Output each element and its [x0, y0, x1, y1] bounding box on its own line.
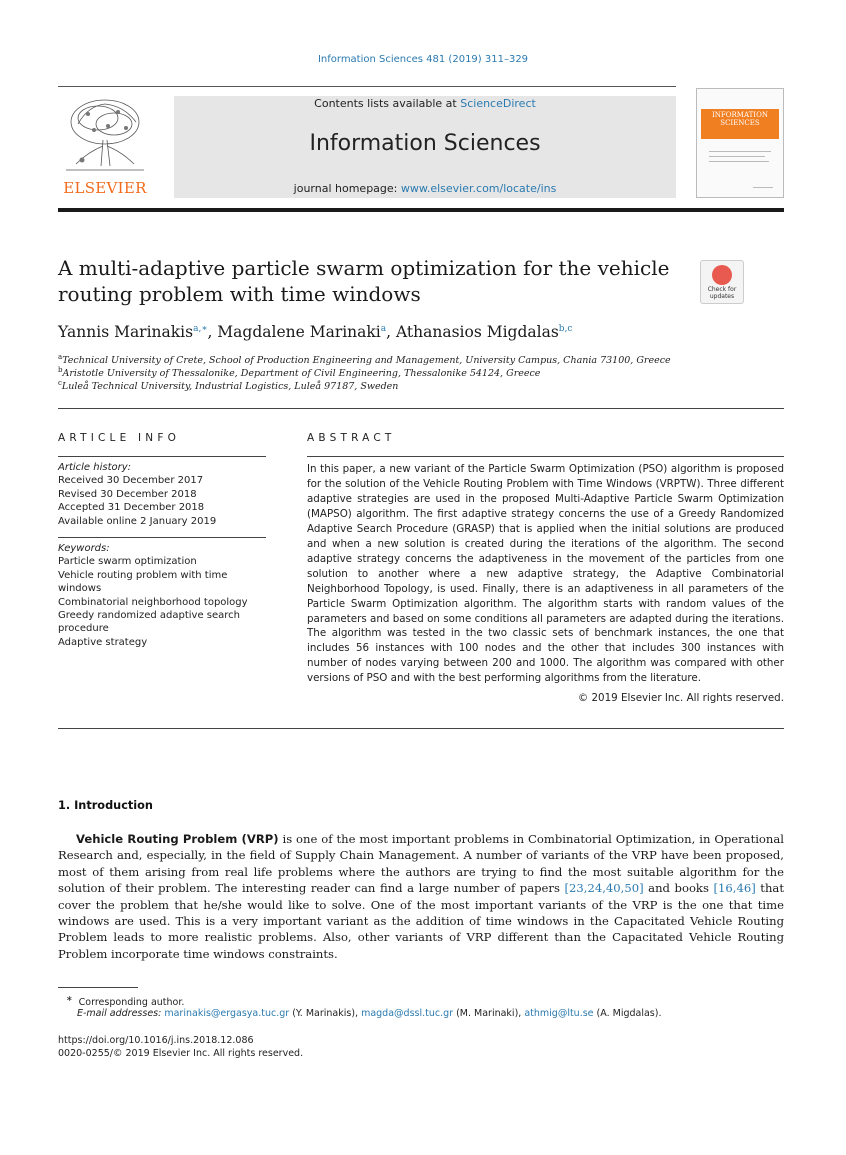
affiliation: [58, 353, 671, 366]
affiliation-mark: b: [58, 366, 63, 374]
author-list: [58, 323, 572, 341]
author-separator: ,: [386, 323, 396, 341]
article-info-rule: [58, 456, 266, 457]
journal-citation[interactable]: Information Sciences 481 (2019) 311–329: [317, 54, 529, 65]
keywords-list: [58, 542, 268, 649]
affiliation-text: Aristotle University of Thessalonike, Department of Civil Engineering, Thessalonike 54124, Greece: [62, 368, 541, 380]
email-owner: (Y. Marinakis),: [289, 1008, 362, 1019]
affiliation: [58, 366, 540, 379]
intro-lead-term: Vehicle Routing Problem (VRP): [76, 832, 279, 846]
email-owner: (A. Migdalas).: [593, 1008, 662, 1019]
abstract-copyright: © 2019 Elsevier Inc. All rights reserved.: [577, 692, 784, 704]
keyword: Greedy randomized adaptive search: [58, 610, 240, 622]
header-rule: [58, 86, 676, 87]
email-owner: (M. Marinaki),: [453, 1008, 525, 1019]
article-info-heading: ARTICLE INFO: [58, 432, 181, 444]
affiliation-text: Luleå Technical University, Industrial Logistics, Luleå 97187, Sweden: [61, 381, 399, 393]
email-footnote: [77, 1008, 661, 1019]
reference-link[interactable]: [16,46]: [713, 881, 756, 896]
keyword: Combinatorial neighborhood topology: [58, 596, 248, 608]
affiliation-mark: c: [58, 379, 62, 387]
crossmark-label: Check for updates: [707, 286, 737, 300]
homepage-prefix: journal homepage:: [293, 182, 401, 195]
cover-line: [709, 156, 765, 157]
footnote-rule: [58, 987, 138, 988]
homepage-line: [174, 182, 676, 195]
author-affiliation-mark[interactable]: a,∗: [193, 323, 208, 334]
author-affiliation-mark[interactable]: b,c: [558, 323, 573, 334]
doi-link[interactable]: https://doi.org/10.1016/j.ins.2018.12.086: [58, 1035, 254, 1046]
history-item: Revised 30 December 2018: [58, 488, 197, 500]
crossmark-badge[interactable]: [700, 260, 744, 304]
intro-text: and books: [643, 881, 714, 896]
header-thick-rule: [58, 208, 784, 212]
contents-prefix: Contents lists available at: [314, 97, 461, 110]
keyword: Adaptive strategy: [58, 636, 148, 648]
author-name[interactable]: Yannis Marinakis: [58, 323, 194, 341]
introduction-paragraph: [58, 831, 784, 962]
cover-line: [709, 151, 771, 152]
journal-name: Information Sciences: [309, 131, 541, 156]
footnote-text: Corresponding author.: [78, 997, 185, 1009]
cover-line: [753, 187, 773, 188]
issn-line: 0020-0255/© 2019 Elsevier Inc. All rights reserved.: [58, 1048, 304, 1059]
section-divider: [58, 728, 784, 729]
cover-title: INFORMATION SCIENCES: [712, 111, 768, 127]
email-link[interactable]: athmig@ltu.se: [524, 1008, 594, 1019]
section-divider: [58, 408, 784, 409]
email-label: E-mail addresses:: [77, 1008, 165, 1019]
cover-line: [709, 161, 769, 162]
elsevier-wordmark: ELSEVIER: [63, 179, 147, 197]
sciencedirect-link[interactable]: ScienceDirect: [460, 97, 536, 110]
history-item: Available online 2 January 2019: [58, 515, 217, 527]
intro-text: is one of the most important problems in Combinatorial Optimization, in Operational Research and, especially, in the field of Supply Chain Management. A number of variants of the VRP have been proposed, most of them arising from real life problems where the authors are trying to find the most suitable algorithm for the solution of their problem. The interesting reader can find a large number of papers: [58, 832, 785, 896]
keyword: Vehicle routing problem with time: [58, 569, 228, 581]
affiliation-text: Technical University of Crete, School of Production Engineering and Management, University Campus, Chania 73100, Greece: [62, 355, 671, 367]
keywords-rule: [58, 537, 266, 538]
keyword: Particle swarm optimization: [58, 556, 197, 568]
article-title: A multi-adaptive particle swarm optimization for the vehicle routing problem with time windows: [58, 256, 670, 306]
introduction-heading: 1. Introduction: [58, 799, 153, 812]
author-name[interactable]: Athanasios Migdalas: [396, 323, 559, 341]
affiliation-mark: a: [58, 353, 63, 361]
keyword: procedure: [58, 623, 109, 635]
corresponding-footnote: [66, 994, 184, 1008]
history-item: Received 30 December 2017: [58, 475, 204, 487]
intro-text: that cover the problem that he/she would like to solve. One of the most important variants of the VRP is the one that time windows are used. This is a very important variant as the addition of time windows in the Capacitated Vehicle Routing Problem leads to more realistic problems. Also, other variants of VRP different than the Capacitated Vehicle Routing Problem incorporate time windows constraints.: [58, 881, 784, 961]
footnote-mark: ∗: [66, 994, 73, 1003]
homepage-link[interactable]: www.elsevier.com/locate/ins: [400, 182, 557, 195]
affiliation: [58, 379, 398, 392]
author-separator: ,: [207, 323, 218, 341]
keyword: windows: [58, 583, 102, 595]
abstract-heading: ABSTRACT: [307, 432, 396, 444]
email-link[interactable]: magda@dssl.tuc.gr: [361, 1008, 454, 1019]
email-link[interactable]: marinakis@ergasya.tuc.gr: [164, 1008, 290, 1019]
reference-link[interactable]: [23,24,40,50]: [564, 881, 644, 896]
article-history: [58, 461, 268, 528]
abstract-rule: [307, 456, 784, 457]
abstract-text: In this paper, a new variant of the Particle Swarm Optimization (PSO) algorithm is proposed for the solution of the Vehicle Routing Problem with Time Windows (VRPTW). Three different adaptive strategies are used in the proposed Multi-Adaptive Particle Swarm Optimization (MAPSO) algorithm. The first adaptive strategy concerns the use of a Greedy Randomized Adaptive Search Procedure (GRASP) that is applied when the initial solutions are produced and when a new solution is created during the iterations of the algorithm. The second adaptive strategy concerns the adaptiveness in the movement of the particles from one solution to another where a new adaptive strategy, the Adaptive Combinatorial Neighborhood Topology, is used. Finally, there is an adaptiveness in all parameters of the Particle Swarm Optimization algorithm. The algorithm starts with random values of the parameters and based on some conditions all parameters are adapted during the iterations. The algorithm was tested in the two classic sets of benchmark instances, the one that includes 56 instances with 100 nodes and the other that includes 300 instances with number of nodes varying between 200 and 1000. The algorithm was compared with other versions of PSO and with the best performing algorithms from the literature.: [307, 463, 784, 685]
author-affiliation-mark[interactable]: a: [380, 323, 387, 334]
author-name[interactable]: Magdalene Marinaki: [217, 323, 381, 341]
history-label: Article history:: [58, 462, 132, 473]
history-item: Accepted 31 December 2018: [58, 502, 205, 514]
keywords-label: Keywords:: [58, 543, 110, 554]
contents-line: [174, 97, 676, 110]
journal-cover-thumbnail: [696, 88, 784, 198]
crossmark-icon: [712, 265, 732, 285]
